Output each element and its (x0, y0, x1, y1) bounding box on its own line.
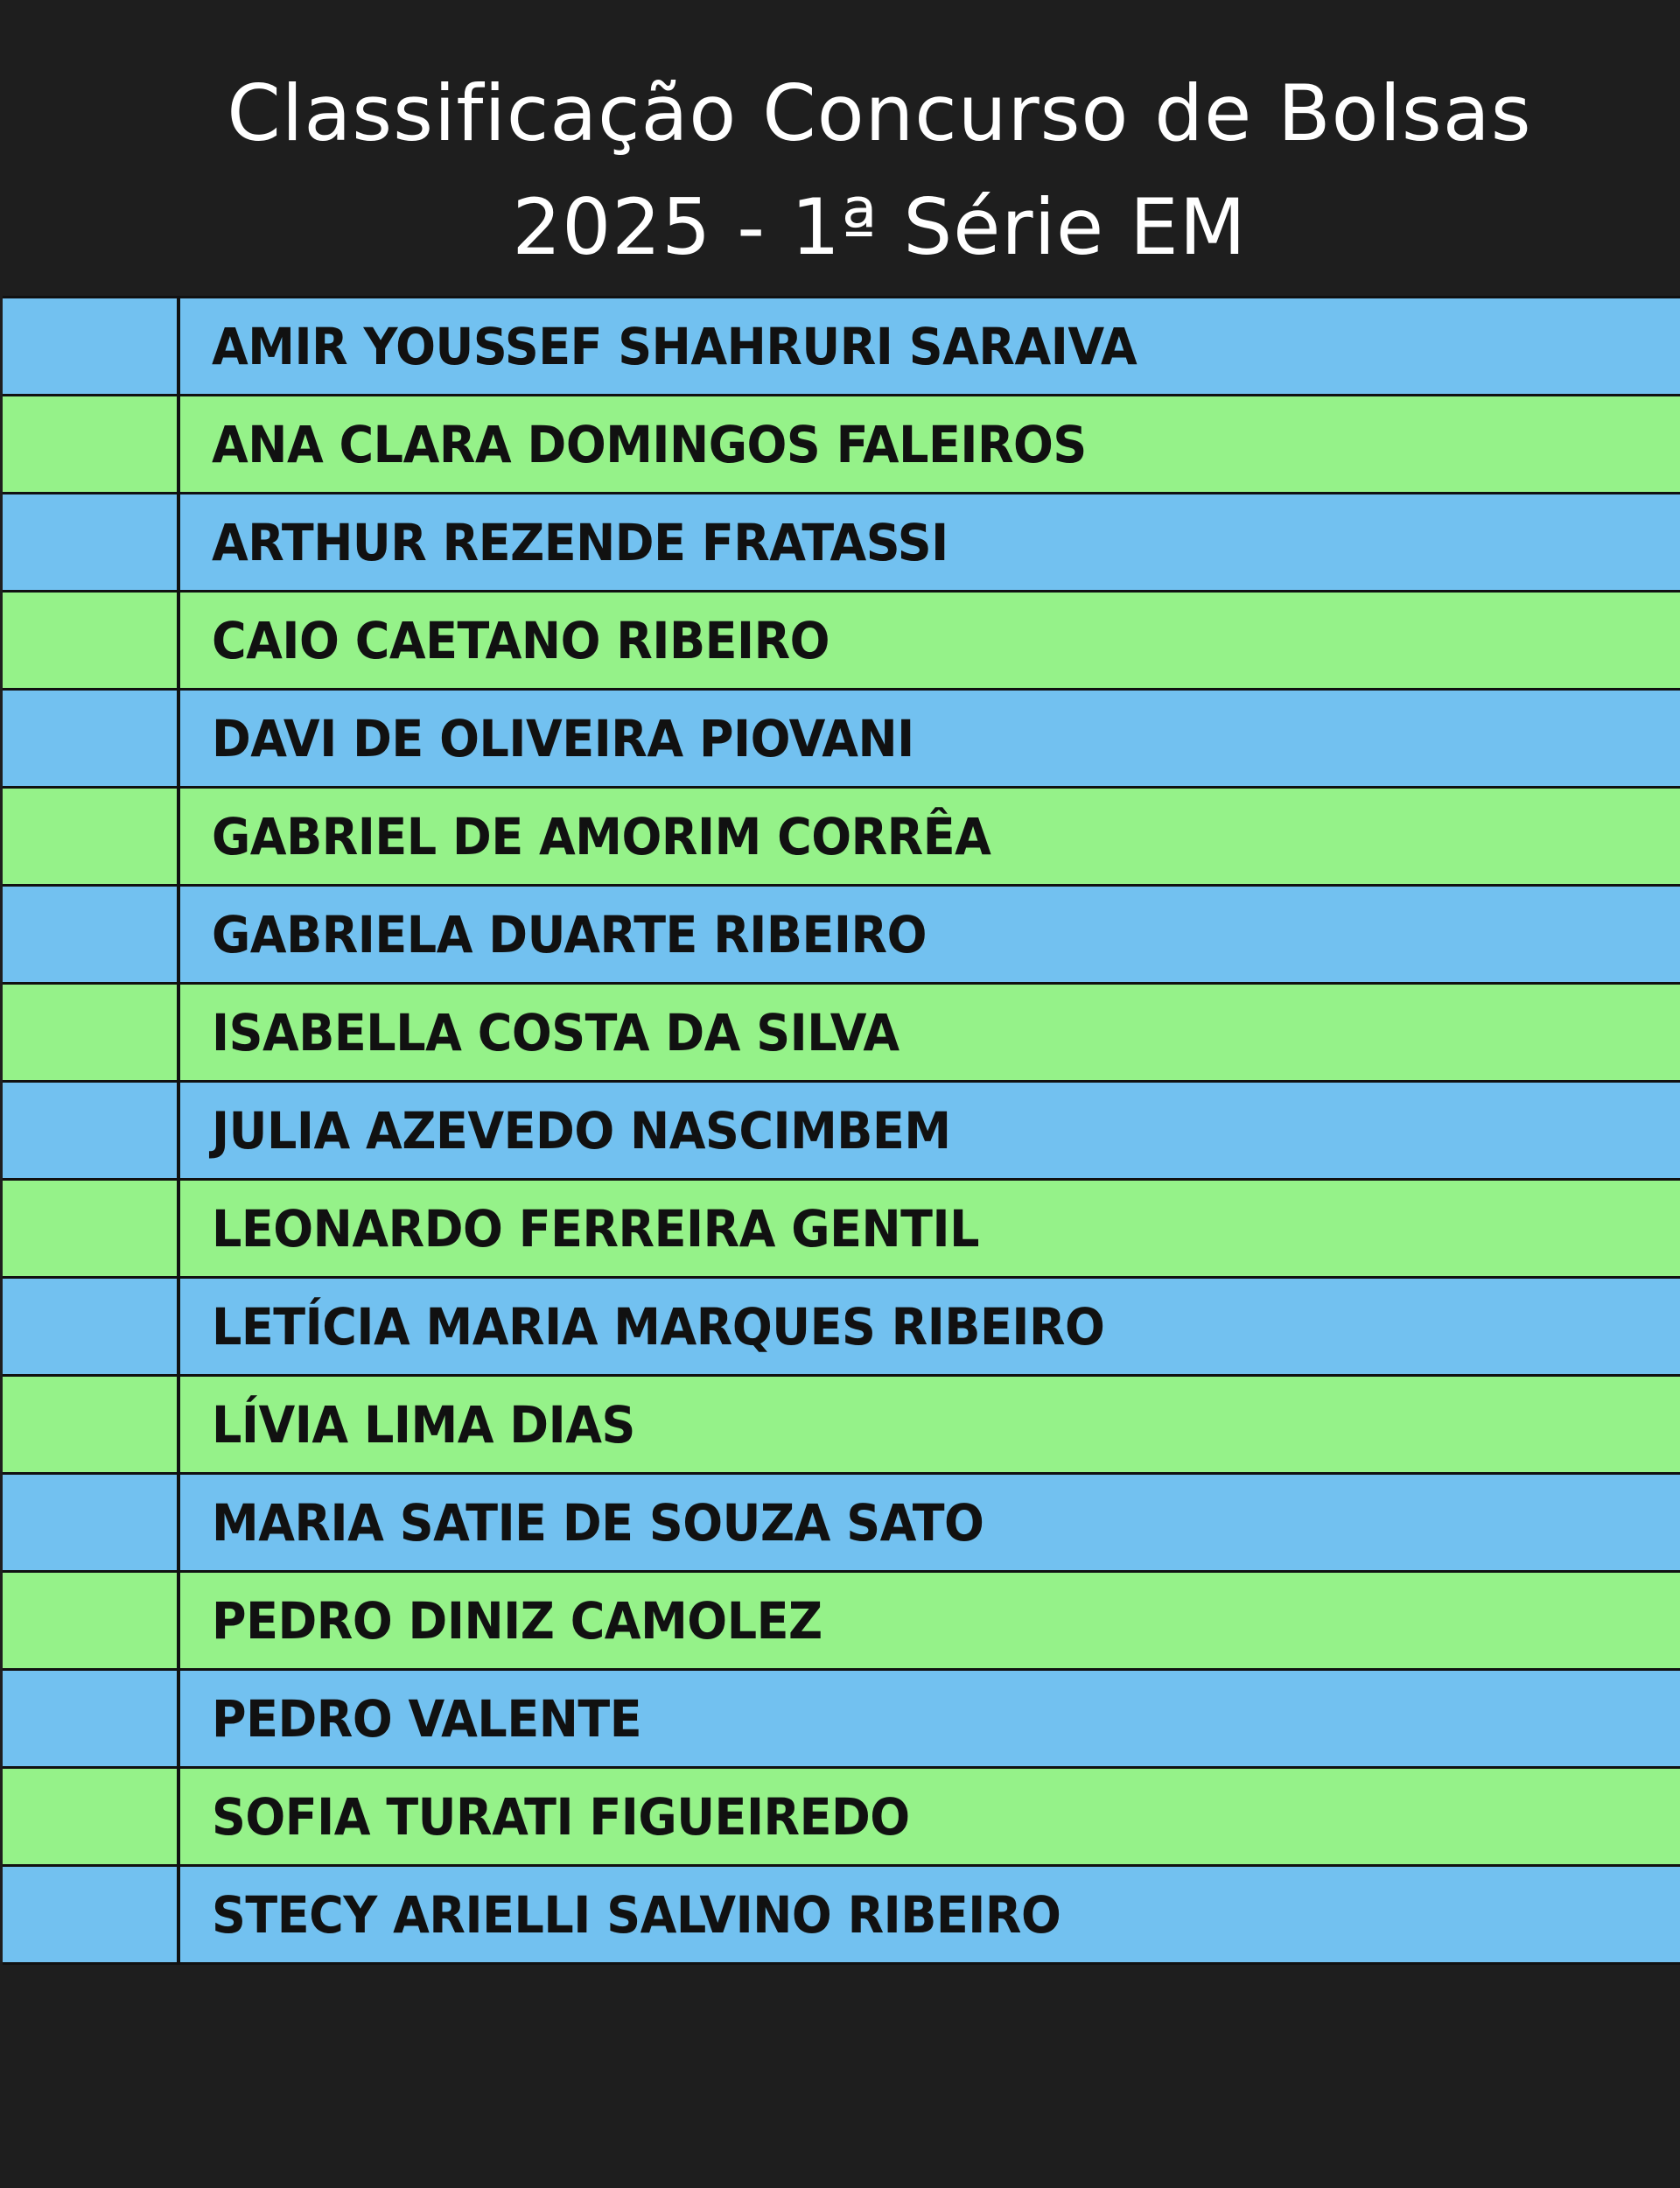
rank-cell (3, 1377, 180, 1472)
table-row (3, 492, 1680, 590)
student-name: PEDRO DINIZ CAMOLEZ (212, 1590, 822, 1651)
name-cell (180, 691, 1680, 786)
rank-cell (3, 1867, 180, 1962)
name-cell (180, 1083, 1680, 1178)
rank-cell (3, 887, 180, 982)
name-cell (180, 298, 1680, 394)
rank-cell (3, 298, 180, 394)
rank-cell (3, 1083, 180, 1178)
page-title-line-2: 2025 - 1ª Série EM (512, 182, 1247, 272)
table-row (3, 1178, 1680, 1276)
table-row (3, 884, 1680, 982)
student-name: LEONARDO FERREIRA GENTIL (212, 1198, 979, 1259)
student-name: GABRIEL DE AMORIM CORRÊA (212, 806, 991, 866)
student-name: CAIO CAETANO RIBEIRO (212, 610, 830, 670)
student-name: ARTHUR REZENDE FRATASSI (212, 512, 948, 572)
name-cell (180, 593, 1680, 688)
rank-cell (3, 396, 180, 492)
student-name: GABRIELA DUARTE RIBEIRO (212, 904, 928, 964)
table-row (3, 394, 1680, 492)
table-row (3, 688, 1680, 786)
classification-table (3, 296, 1680, 1965)
rank-cell (3, 985, 180, 1080)
student-name: DAVI DE OLIVEIRA PIOVANI (212, 708, 914, 768)
student-name: PEDRO VALENTE (212, 1688, 642, 1749)
student-name: JULIA AZEVEDO NASCIMBEM (212, 1100, 951, 1161)
table-row (3, 1668, 1680, 1766)
rank-cell (3, 494, 180, 590)
student-name: STECY ARIELLI SALVINO RIBEIRO (212, 1884, 1061, 1945)
page-header (0, 0, 1680, 296)
rank-cell (3, 1181, 180, 1276)
table-row (3, 1864, 1680, 1965)
student-name: LÍVIA LIMA DIAS (212, 1394, 635, 1455)
table-row (3, 1570, 1680, 1668)
name-cell (180, 1279, 1680, 1374)
name-cell (180, 1475, 1680, 1570)
name-cell (180, 396, 1680, 492)
name-cell (180, 1867, 1680, 1962)
name-cell (180, 1573, 1680, 1668)
student-name: AMIR YOUSSEF SHAHRURI SARAIVA (212, 316, 1138, 376)
student-name: MARIA SATIE DE SOUZA SATO (212, 1492, 984, 1553)
table-row (3, 1766, 1680, 1864)
student-name: LETÍCIA MARIA MARQUES RIBEIRO (212, 1296, 1105, 1357)
table-row (3, 296, 1680, 394)
name-cell (180, 494, 1680, 590)
rank-cell (3, 1279, 180, 1374)
name-cell (180, 1671, 1680, 1766)
rank-cell (3, 593, 180, 688)
name-cell (180, 1377, 1680, 1472)
student-name: ISABELLA COSTA DA SILVA (212, 1002, 900, 1062)
rank-cell (3, 1475, 180, 1570)
student-name: SOFIA TURATI FIGUEIREDO (212, 1786, 910, 1847)
name-cell (180, 887, 1680, 982)
name-cell (180, 1181, 1680, 1276)
name-cell (180, 1769, 1680, 1864)
rank-cell (3, 1671, 180, 1766)
table-row (3, 1472, 1680, 1570)
table-row (3, 1080, 1680, 1178)
table-row (3, 1276, 1680, 1374)
page-title-line-1: Classificação Concurso de Bolsas (227, 68, 1532, 158)
table-row (3, 982, 1680, 1080)
rank-cell (3, 789, 180, 884)
name-cell (180, 789, 1680, 884)
name-cell (180, 985, 1680, 1080)
table-row (3, 590, 1680, 688)
student-name: ANA CLARA DOMINGOS FALEIROS (212, 414, 1087, 474)
rank-cell (3, 1769, 180, 1864)
rank-cell (3, 1573, 180, 1668)
rank-cell (3, 691, 180, 786)
table-row (3, 1374, 1680, 1472)
table-row (3, 786, 1680, 884)
